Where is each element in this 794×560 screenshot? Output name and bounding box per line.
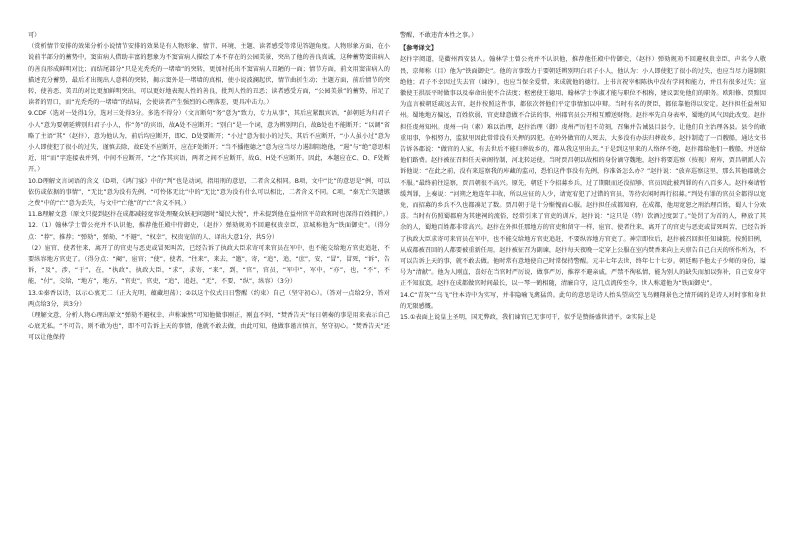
left-paragraph: 11.B理解文意（原文只提到赵抃在成都减轻宽容处理聚众妖祀问题时“蜀民大悦”，并未提到他在益州官平苛政和时也深得百姓拥护。）: [28, 211, 392, 219]
right-paragraph: 赵抃字阅道，是衢州西安县人。翰林学士曾公亮并不认识他，推荐他任殿中侍御史，（赵抃）弹劾规劝不回避权贵幸臣，声名令人敬畏，京师称（目）他为“铁面御史”。他的言事致力于要朝廷辨别明白君子小人，他认为：小人即使犯了很小的过失，也应当尽力遏制阻绝他；君子不幸因过失去官（谏诤），也应当保全爱惜，来成就他的德行。上书言祝宰相陈执中没有学问和能力，并且有很多过失；宣徽使王拱辰平时做事以及奉命出使不合法度；枢密使王德用、翰林学士李淑才能与职位不相称，建议罢免他们的职务。欧阳修、贾黯因为直言被朝廷疏远去官，赵抃按照这件事，都依次替他们平定事情加以申辩。当时有名的贤臣，都依靠他得以安定。赵抃担任益州知州。蜀地地方偏远，百姓软弱，官吏肆意做不合法的事，州郡官员公开相互赠送财物。赵抃率先自身表率，蜀地的风气因此改变。赵抃担任虔州知州。虔州一向（素）难以治理，赵抃治理（御）虔州严厉但不苛刻，召集并告诫县目县令，让他们自主治理各县。县令的敢重用事，争相努力，监狱里因此常常没有关押的囚犯。在岭外做官的人死去，大多没有办法归葬故乡，赵抃制造了一百艘船，通达文书告诉各郡说：“做官的人家，有去世后不能归葬故乡的，都从我这里出去。”于是到这里来的人络绎不绝，赵抃都给他们一艘船，并送给他们路费。赵抃被征召担任天章阁待制，河北转运使。当时贾昌朝以故相的身份谪守魏地，赵抃将要巡察（按视）府库，贾昌朝派人告诉他说：“在此之前，没有来巡察我的库藏的监司，恐怕这件事没有先例，你准备怎么办？”赵抃说：“放弃巡察这里，那么其他郡就会不服。”最终前往巡察，贾昌朝很不高兴。原先，朝廷下令招募乡兵，过了期限而还没招够，官员因此被判罪的有八百多人。赵抃奏请暂缓判罪，上奏说：“河朔之地连年丰收，所以应征的人少，请宽宥犯了过错的官员，等待农闲时再行招募。”判处有罪的官员全都得以宽免，而招募的乡兵不久也都凑足了数。贾昌朝于是十分惭愧而心服。赵抃担任成都知府，在成都，他用宽恕之刑治理百姓，蜀人十分欢喜。当时有仿照蜀郡府为其建祠的流俗，经常引来了官吏的训斥，赵抃说：“这只是（特）饮酒过度罢了。”处罚了为首的人，释放了其余的人，蜀地百姓都非常高兴。赵抃在外担任那地方的官吏和留守一样，宦官、使者往来，离开了的官吏与恶吏或冒死叫苦，已经告诉了执政大臣求寄可来官员在军中，也不能交给地方官吏追赶，不要纵容地方官吏了。神宗即位后，赵抃被召回担任知谏院。按照旧例，从成都被召回的人都要被重新任用，赵抃被征召为副谏，赵抃每天夜晚一定穿上公服在室内焚香来向上天禀告自己白天的所作所为，不可以告诉上天的事，就不敢去做。他时常有意地使自己时常保持警醒。元丰七年去世，终年七十七岁。朝廷赐予他太子少师的身份，谥号为“清献”。他为人刚直，喜好在当官时严厉说，做事严厉，推荐不避亲戚，严禁不徇私情，能为别人的缺失而加以弥补，自己安身守正不知寂寞，赵抃在成都做官时间最长，以一琴一鹤相随，清廉自守，这几点流传至今，世人称道他为“铁面御史”。: [400, 56, 766, 288]
right-paragraph: 14.C“青灰”“乌飞”往本诗中为实写，并非隐喻飞禽猛兽。此句的意思是诗人抬头望高空飞鸟翱翔景色之情开阔的是诗人对时事和身世的无限感慨。: [400, 291, 766, 310]
left-column: [28, 30, 390, 344]
left-paragraph: 10.D理解文言词语的含义（D项，《鸿门宴》中的“判”也是动词，指用刑的意思，二者含义相同。B项，文中“比”的意思是“例，可以依仿或依据的事情”，“无比”意为没有先例，“可怜体无比”中的“无比”意为没有什么可以相比，二者含义不同。C项，“秦无亡矢遗镞之费”中的“亡”意为丢失，与文中“亡他”的“亡”含义不同。）: [28, 177, 390, 208]
left-paragraph: 可）: [28, 32, 41, 39]
left-paragraph: （赏析情节安排的效果分析小说情节安排的效果是有人物形象、情节、环境、主题、读者感受等常见答题角度。人物形象方面，在小说前半部分的蓄势中，窦宙病人借助丰富的想象为不窦宙病人描绘了本不存在的公园美景，突出了他的善良真诚，这种蓄势窦宙病人的善良形成鲜明对比；而结尾部分“只是光秃秃的一堵墙”的突转，更加衬托出不窦宙病人丑陋的一面；情节方面，前文用窦宙病人的描述充分蓄势，最后才出现出人意料的突转，揭示窦外是一堵墙的真相，使小说波澜起伏，情节曲折生动；主题方面，前后情节的突转，使善恶、美丑的对比更加鲜明突出，可以更好地表现人性的善良，批判人性的丑恶；读者感受方面，“公园美景”的蓄势，吊足了读者的胃口，而“光秃秃的一堵墙”的结局，会使读者产生强烈的心理落差，更具冲击力。）: [28, 43, 390, 107]
translation-heading: 【参考译文】: [400, 45, 438, 53]
left-paragraph: 13.①秦香以诗，以示心衷无二（正大光明、蕴藏坦荡）；②以这个仪式日日警醒（约束）自己（坚守初心）。（答对一点给2分，答对两点给3分，共3分）: [28, 289, 390, 308]
right-paragraph: 15.①表面上说皇上圣明，国无弊政，我们谏官已无事可干，似乎是赞扬盛世清平。②实际上是: [400, 314, 657, 322]
left-paragraph: （理解文意，分析人物心理出原文“弹劾不避权幸，声称谏然”可知他做事刚正，刚直不阿，“焚香告天”每日朝奏的事是用来表示自己心底无私。“不可告，则不敢为也”，即不可告诉上天的事情，他就不敢去做，由此可知，他做事谨言慎言，坚守初心。“焚香告天”还可以让他保持: [28, 312, 390, 342]
left-paragraph: 9.CDF（选对一处得1分，选对三处得3分。多选不得分）（文言断句“务”意为“致力，专力从事”，其后应紧跟宾语，“彭朝延为归君子小人”意为要朝延辨别归君子小人，作“务”的宾语，故A处不应断开；“别白”是一个词，意为辨别明白，故B处也不能断开；“以调”省略了主语“其”（赵抃），意为他认为，前后均应断开，即C、D处要断开；“小过”意为很小的过失，其后不应断开，“小人虽小过”意为小人即使犯了很小的过失，谨慎去除，故E处不应断开，应在F处断开；“当不播抱德之”意为应当尽力遏制阻绝他，“遏”与“绝”意思相近，用“而”字连接表并列，中间不应断开，“之”作其宾语，两者之间不应断开，故G、H处不应断开。因此，本题应在C、D、F处断开。）: [28, 110, 390, 174]
right-paragraph: 警醒，不敢违背本性之事。）: [400, 32, 478, 39]
left-paragraph: （2）宦官、使者往来，离开了的官吏与恶吏或冒死叫苦，已经告诉了执政大臣求寄可来官员在军中，也不能交给地方官吏追赶，不要纵容地方官吏了。（得分点：“阉”，宦官；“使”，使者，“往来”，来去，“邀”，寄，“追”，追，“庶”，安，“冒”，冒死，“诉”，告诉，“及”，涉，“于”，在，“执政”，执政大臣，“求”，求寄，“来”，到，“官”，官员，“军中”，军中，“亦”，也，“不”，不能，“付”，交给，“地方”，地方，“官吏”，官吏，“追”，追赶，“无”，不要，“纵”，纵容）（3分）: [28, 244, 390, 286]
left-paragraph: 12.（1）翰林学士曾公亮并不认识他，推荐他任殿中侍御史，（赵抃）弹劾规劝不回避权贵幸臣，京城称他为“铁面御史”。（得分点：“荐”，推荐；“弹劾”，弹劾，“不避”，“权幸”，权贵宠信的人、译出大意1分，共5分）: [28, 222, 390, 241]
right-column: [400, 30, 766, 323]
